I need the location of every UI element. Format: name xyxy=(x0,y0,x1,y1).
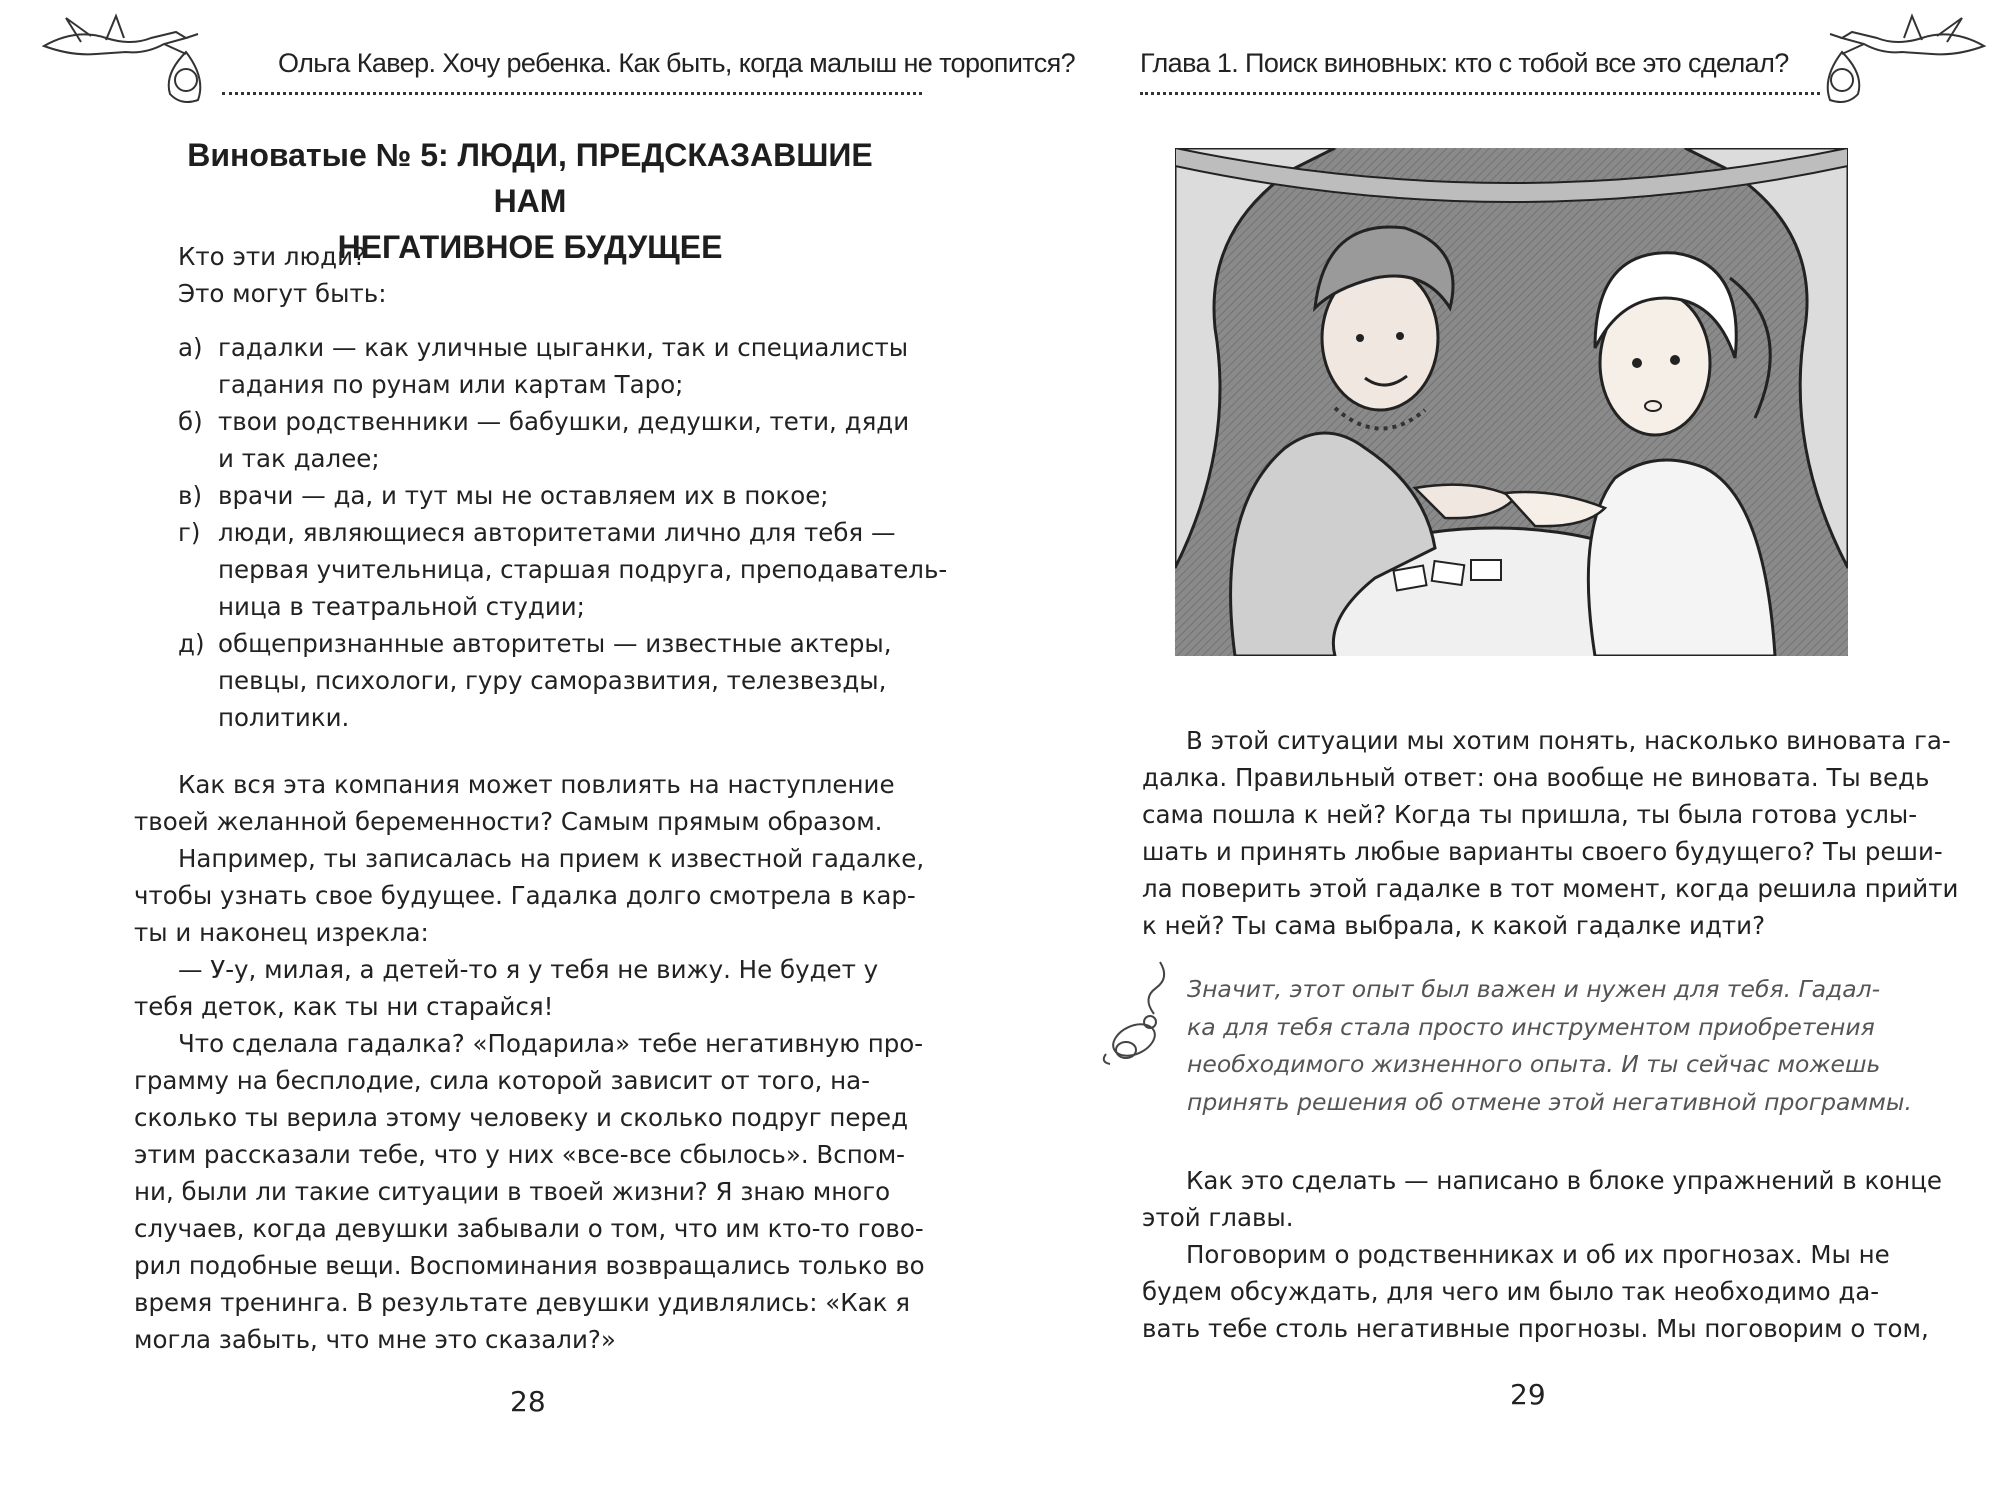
text-line: могла забыть, что мне это сказали?» xyxy=(134,1325,616,1354)
text-line: случаев, когда девушки забывали о том, что им кто-то гово- xyxy=(134,1214,924,1243)
text-line: Как вся эта компания может повлиять на наступление xyxy=(178,770,895,799)
text-line: ла поверить этой гадалке в тот момент, когда решила прийти xyxy=(1142,874,1959,903)
list-marker: а) xyxy=(178,333,203,362)
note-line: принять решения об отмене этой негативной программы. xyxy=(1187,1087,1912,1116)
note-line: ка для тебя стала просто инструментом приобретения xyxy=(1187,1012,1875,1041)
highlight-note xyxy=(1187,971,1912,1121)
list-text: и так далее; xyxy=(218,444,380,473)
header-rule xyxy=(222,92,922,95)
text-line: Это могут быть: xyxy=(178,279,387,308)
list-text: политики. xyxy=(218,703,350,732)
list-marker: г) xyxy=(178,518,201,547)
text-line: тебя деток, как ты ни старайся! xyxy=(134,992,554,1021)
text-line: Поговорим о родственниках и об их прогнозах. Мы не xyxy=(1186,1240,1890,1269)
body-text xyxy=(134,766,925,1358)
body-text-2 xyxy=(1142,1162,1942,1347)
header-rule xyxy=(1140,92,1820,95)
note-line: необходимого жизненного опыта. И ты сейчас можешь xyxy=(1187,1050,1881,1078)
text-line: твоей желанной беременности? Самым прямым образом. xyxy=(134,807,883,836)
heading-line: НЕГАТИВНОЕ БУДУЩЕЕ xyxy=(337,229,723,265)
text-line: ни, были ли такие ситуации в твоей жизни? Я знаю много xyxy=(134,1177,891,1206)
pacifier-icon xyxy=(1098,958,1178,1068)
text-line: Например, ты записалась на прием к известной гадалке, xyxy=(178,844,925,873)
text-line: далка. Правильный ответ: она вообще не виновата. Ты ведь xyxy=(1142,763,1930,792)
heading-line: Виноватые № 5: ЛЮДИ, ПРЕДСКАЗАВШИЕ НАМ xyxy=(187,137,873,219)
page-number: 28 xyxy=(510,1385,546,1418)
running-head: Ольга Кавер. Хочу ребенка. Как быть, когда малыш не торопится? xyxy=(278,48,1076,78)
list-text: твои родственники — бабушки, дедушки, тети, дяди xyxy=(218,407,910,436)
text-line: — У-у, милая, а детей-то я у тебя не вижу. Не будет у xyxy=(178,955,879,984)
text-line: В этой ситуации мы хотим понять, насколько виновата га- xyxy=(1186,726,1951,755)
text-line: будем обсуждать, для чего им было так необходимо да- xyxy=(1142,1277,1880,1306)
list-text: люди, являющиеся авторитетами лично для тебя — xyxy=(218,518,896,547)
text-line: вать тебе столь негативные прогнозы. Мы поговорим о том, xyxy=(1142,1314,1929,1343)
list-text: врачи — да, и тут мы не оставляем их в покое; xyxy=(218,481,829,510)
text-line: этой главы. xyxy=(1142,1203,1294,1232)
text-line: Что сделала гадалка? «Подарила» тебе негативную про- xyxy=(178,1029,924,1058)
body-text xyxy=(1142,722,1958,944)
running-head: Глава 1. Поиск виновных: кто с тобой все это сделал? xyxy=(1140,48,1789,78)
text-line: Как это сделать — написано в блоке упражнений в конце xyxy=(1186,1166,1943,1195)
list-item xyxy=(178,514,947,625)
text-line: рил подобные вещи. Воспоминания возвращались только во xyxy=(134,1251,925,1280)
list-item xyxy=(178,403,947,477)
list-marker: б) xyxy=(178,407,203,436)
text-line: этим рассказали тебе, что у них «все-все сбылось». Вспом- xyxy=(134,1140,906,1169)
text-line: Кто эти люди? xyxy=(178,242,367,271)
page-number: 29 xyxy=(1510,1378,1546,1411)
note-line: Значит, этот опыт был важен и нужен для тебя. Гадал- xyxy=(1187,975,1881,1003)
text-line: ты и наконец изрекла: xyxy=(134,918,429,947)
list-text: гадания по рунам или картам Таро; xyxy=(218,370,684,399)
text-line: время тренинга. В результате девушки удивлялись: «Как я xyxy=(134,1288,910,1317)
list-marker: в) xyxy=(178,481,202,510)
list xyxy=(178,329,947,736)
text-line: шать и принять любые варианты своего будущего? Ты реши- xyxy=(1142,837,1943,866)
stork-icon xyxy=(36,8,206,108)
list-text: певцы, психологи, гуру саморазвития, телезвезды, xyxy=(218,666,887,695)
list-text: гадалки — как уличные цыганки, так и специалисты xyxy=(218,333,909,362)
stork-icon xyxy=(1822,8,1992,108)
text-line: сколько ты верила этому человеку и сколько подруг перед xyxy=(134,1103,909,1132)
text-line: к ней? Ты сама выбрала, к какой гадалке идти? xyxy=(1142,911,1766,940)
list-text: ница в театральной студии; xyxy=(218,592,585,621)
text-line: грамму на бесплодие, сила которой зависит от того, на- xyxy=(134,1066,870,1095)
text-line: сама пошла к ней? Когда ты пришла, ты была готова услы- xyxy=(1142,800,1918,829)
fortune-teller-illustration xyxy=(1175,148,1848,656)
list-item xyxy=(178,329,947,403)
list-item xyxy=(178,625,947,736)
text-line: чтобы узнать свое будущее. Гадалка долго смотрела в кар- xyxy=(134,881,916,910)
list-text: первая учительница, старшая подруга, преподаватель- xyxy=(218,555,948,584)
intro-text xyxy=(178,238,386,312)
list-item xyxy=(178,477,947,514)
list-marker: д) xyxy=(178,629,205,658)
list-text: общепризнанные авторитеты — известные актеры, xyxy=(218,629,892,658)
